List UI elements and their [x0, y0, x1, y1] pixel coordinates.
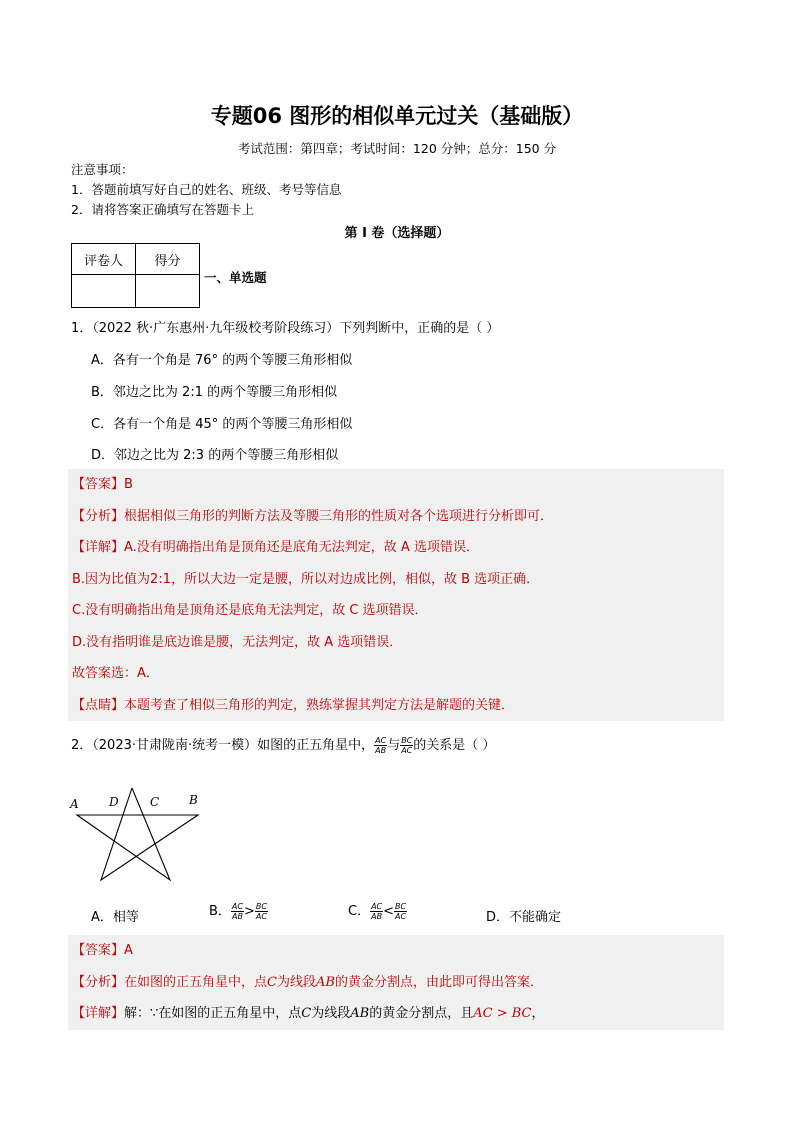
fraction-numerator: AC	[231, 902, 243, 911]
fraction-numerator: AC	[375, 736, 387, 745]
q1-answer: 【答案】B	[72, 477, 133, 492]
math-segment-ab: AB	[315, 974, 335, 990]
detail-text: 为线段	[311, 1006, 351, 1021]
q1-conclusion: 故答案选：A．	[72, 666, 159, 681]
analysis-text: 的黄金分割点，由此即可得出答案．	[334, 974, 543, 990]
fraction-bc-ac	[255, 902, 268, 921]
option-letter: C．	[348, 904, 371, 919]
notes	[71, 160, 341, 220]
section-heading: 第 I 卷（选择题）	[344, 226, 450, 241]
q1-comment: 【点睛】本题考查了相似三角形的判定，熟练掌握其判定方法是解题的关键．	[72, 697, 515, 713]
q2-option-a: A．相等	[91, 910, 139, 925]
q2-option-d: D．不能确定	[486, 910, 562, 925]
option-letter: B．	[209, 904, 231, 919]
point-label-b: B	[189, 793, 198, 807]
note-item: 1．答题前填写好自己的姓名、班级、考号等信息	[71, 182, 342, 197]
fraction-bc-ac	[400, 736, 413, 755]
q2-analysis	[68, 967, 724, 999]
pentagram-figure	[68, 788, 208, 888]
q2-detail	[68, 998, 724, 1030]
score-header-grader: 评卷人	[72, 244, 136, 275]
score-header-score: 得分	[136, 244, 200, 275]
detail-text: 解：∵在如图的正五角星中，点	[124, 1006, 302, 1021]
fraction-numerator: BC	[255, 902, 267, 911]
q1-detail-d: D.没有指明谁是底边谁是腰，无法判定，故 A 选项错误．	[72, 634, 403, 650]
fraction-ac-ab	[370, 902, 383, 921]
notes-heading: 注意事项：	[71, 162, 134, 177]
score-cell-score[interactable]	[136, 275, 200, 308]
fraction-ac-ab	[374, 736, 387, 755]
exam-info: 考试范围：第四章；考试时间：120 分钟；总分：150 分	[237, 141, 557, 156]
q2-stem-text: 2．（2023·甘肃陇南·统考一模）如图的正五角星中，	[71, 738, 375, 753]
question-1-stem: 1．（2022 秋·广东惠州·九年级校考阶段练习）下列判断中，正确的是（ ）	[71, 321, 500, 336]
analysis-text: 为线段	[276, 974, 316, 990]
q2-option-b	[209, 900, 268, 921]
q1-detail-c: C.没有明确指出角是顶角还是底角无法判定，故 C 选项错误．	[72, 603, 428, 618]
q1-solution-block	[68, 469, 724, 721]
fraction-denominator: AC	[255, 912, 267, 921]
math-point-c: C	[267, 974, 277, 990]
q1-analysis: 【分析】根据相似三角形的判断方法及等腰三角形的性质对各个选项进行分析即可．	[72, 508, 554, 524]
q1-option-b: B．邻边之比为 2:1 的两个等腰三角形相似	[91, 385, 338, 400]
point-label-c: C	[150, 795, 160, 809]
q2-answer: 【答案】A	[72, 943, 133, 958]
fraction-denominator: AB	[371, 912, 383, 921]
question-2-stem	[71, 734, 495, 755]
q2-stem-text: 与	[387, 738, 401, 753]
math-segment-ab: AB	[350, 1006, 370, 1021]
comparison-operator: >	[243, 904, 255, 919]
analysis-text: 【分析】在如图的正五角星中，点	[72, 974, 268, 990]
q2-stem-text: 的关系是（ ）	[413, 738, 496, 753]
math-inequality: AC > BC	[473, 1006, 532, 1021]
point-label-d: D	[109, 795, 119, 809]
note-item: 2．请将答案正确填写在答题卡上	[71, 202, 254, 217]
q1-detail-a: 【详解】A.没有明确指出角是顶角还是底角无法判定，故 A 选项错误．	[72, 540, 479, 555]
fraction-ac-ab	[231, 902, 244, 921]
score-cell-grader[interactable]	[72, 275, 136, 308]
fraction-denominator: AC	[401, 746, 413, 755]
q1-detail-b: B.因为比值为2:1，所以大边一定是腰，所以对边成比例，相似，故 B 选项正确．	[72, 571, 540, 587]
page-title: 专题06 图形的相似单元过关（基础版）	[210, 104, 584, 128]
math-point-c: C	[301, 1006, 312, 1021]
q1-option-d: D．邻边之比为 2:3 的两个等腰三角形相似	[91, 448, 339, 463]
score-table	[71, 243, 200, 308]
fraction-bc-ac	[394, 902, 407, 921]
fraction-denominator: AB	[231, 912, 243, 921]
fraction-numerator: AC	[371, 902, 383, 911]
fraction-denominator: AC	[395, 912, 407, 921]
detail-text: ，	[531, 1006, 545, 1021]
pentagram-star	[77, 788, 198, 880]
fraction-numerator: BC	[395, 902, 407, 911]
point-label-a: A	[70, 797, 79, 811]
detail-tag: 【详解】	[72, 1006, 125, 1021]
q2-option-c	[348, 900, 407, 921]
q1-option-c: C．各有一个角是 45° 的两个等腰三角形相似	[91, 417, 353, 432]
q1-option-a: A．各有一个角是 76° 的两个等腰三角形相似	[91, 353, 353, 368]
comparison-operator: <	[383, 904, 395, 919]
question-type-heading: 一、单选题	[204, 270, 267, 285]
fraction-numerator: BC	[401, 736, 413, 745]
q2-solution-block	[68, 935, 724, 1030]
fraction-denominator: AB	[375, 746, 387, 755]
detail-text: 的黄金分割点，且	[369, 1006, 474, 1021]
